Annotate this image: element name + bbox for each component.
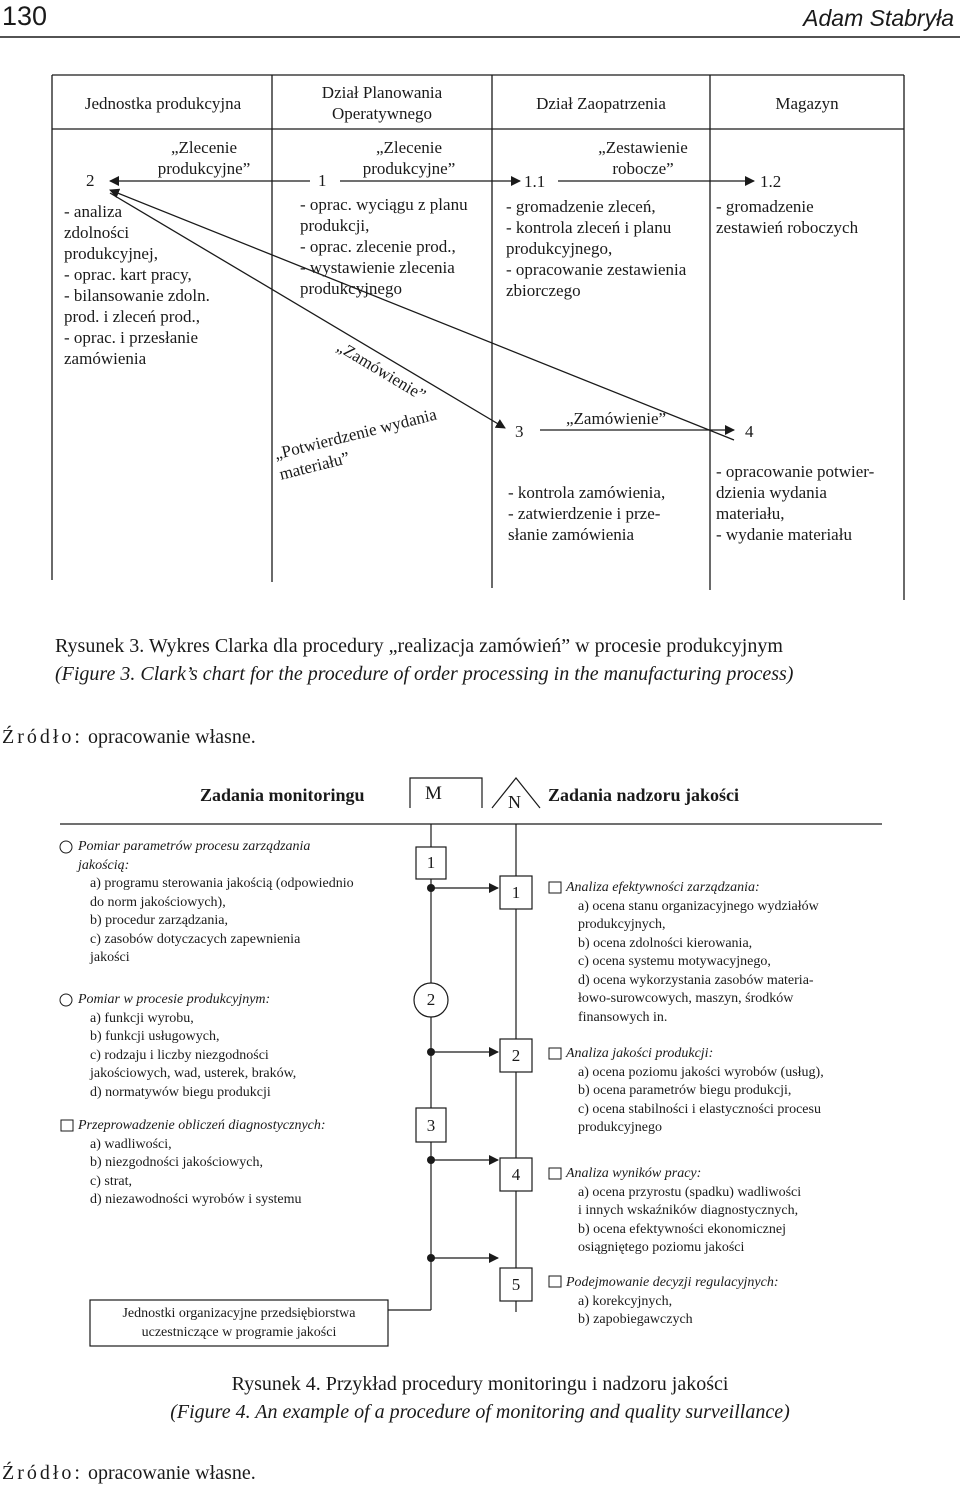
header-m-label: M [425,783,442,804]
source-text: opracowanie własne. [83,1462,256,1484]
m-node-2-label: 2 [426,990,436,1009]
tasks-node-3: - kontrola zamówienia, - zatwierdzenie i prze- słanie zamówienia [508,483,666,544]
group-title: Podejmowanie decyzji regulacyjnych: [566,1275,779,1290]
page-number: 130 [2,1,48,31]
fig4-header-shapes [60,778,882,824]
monitoring-group-2 [78,991,418,1102]
figure-3-source [2,724,256,750]
node-1.1-label: 1.1 [524,172,546,191]
connector-dot [427,1048,435,1056]
source-label: Źródło: [2,726,83,748]
doc-label-zlecenie-left: „Zlecenie produkcyjne” [157,138,251,178]
column-header-zaopatrzenie: Dział Zaopatrzenia [536,94,666,113]
square-marker-icon [549,1276,561,1287]
node-4-label: 4 [745,422,754,441]
node-3-label: 3 [515,422,524,441]
supervision-group-4 [566,1274,896,1330]
doc-label-zamowienie-row2: „Zamówienie” [566,409,667,428]
header-zadania-monitoringu: Zadania monitoringu [200,785,365,805]
group-title: Pomiar w procesie produkcyjnym: [78,992,271,1007]
tasks-node-1.1: - gromadzenie zleceń, - kontrola zleceń i planu produkcyjnego, - opracowanie zestawienia zbiorczego [506,197,687,300]
circle-marker-icon [60,994,72,1006]
list-item: c) zasobów dotyczacych zapewnienia jakości [90,931,301,965]
group-title: Przeprowadzenie obliczeń diagnostycznych: [78,1118,326,1133]
list-item: c) rodzaju i liczby niezgodności jakościowych, wad, usterek, braków, [90,1047,297,1081]
node-2-label: 2 [86,171,95,190]
list-item: b) ocena zdolności kierowania, [578,935,753,951]
node-1.2-label: 1.2 [760,172,782,191]
list-item: a) programu sterowania jakością (odpowiednio do norm jakościowych), [90,876,354,910]
list-item: a) ocena przyrostu (spadku) wadliwości i innych wskaźników diagnostycznych, [578,1184,802,1218]
figure-4-caption-polish: Rysunek 4. Przykład procedury monitoringu i nadzoru jakości [231,1373,729,1395]
list-item: c) ocena systemu motywacyjnego, [578,954,771,969]
list-item: b) niezgodności jakościowych, [90,1155,264,1170]
group-title: Pomiar parametrów procesu zarządzania jakością: [78,839,311,873]
tasks-node-4: - opracowanie potwier- dzienia wydania materiału, - wydanie materiału [716,462,875,544]
source-text: opracowanie własne. [83,726,256,748]
list-item: a) wadliwości, [90,1136,172,1152]
column-header-magazyn: Magazyn [775,94,839,113]
connector-dot [427,1254,435,1262]
square-marker-icon [549,882,561,893]
connector-dot [427,884,435,892]
group-title: Analiza jakości produkcji: [566,1046,714,1061]
m-node-1-label: 1 [426,853,436,872]
supervision-group-3 [566,1165,896,1258]
tasks-node-1: - oprac. wyciągu z planu produkcji, - oprac. zlecenie prod., - wystawienie zlecenia produkcyjnego [300,195,468,298]
figure-4-caption [60,1370,900,1426]
doc-label-zamowienie-diagonal: „Zamówienie” [333,336,430,405]
circle-marker-icon [60,841,72,853]
figure-4-source [2,1461,256,1485]
n-node-1-label: 1 [511,883,521,902]
n-node-4-label: 4 [511,1165,521,1184]
list-item: b) procedur zarządzania, [90,913,228,928]
supervision-group-2 [566,1045,896,1138]
node-1-label: 1 [318,171,327,190]
square-marker-icon [549,1048,561,1059]
group-title: Analiza efektywności zarządzania: [566,880,760,895]
square-marker-icon [549,1168,561,1179]
list-item: b) funkcji usługowych, [90,1029,220,1044]
figure-3-caption-polish: Rysunek 3. Wykres Clarka dla procedury „realizacja zamówień” w procesie produkcyjnym [55,635,783,657]
m-node-3-label: 3 [426,1116,436,1135]
tasks-node-1.2: - gromadzenie zestawień roboczych [716,197,859,237]
list-item: a) ocena poziomu jakości wyrobów (usług), [578,1064,824,1080]
doc-label-zlecenie-mid: „Zlecenie produkcyjne” [362,138,456,178]
doc-label-zestawienie: „Zestawienie robocze” [598,138,688,178]
monitoring-group-3 [78,1117,418,1210]
n-node-2-label: 2 [511,1046,521,1065]
list-item: a) ocena stanu organizacyjnego wydziałów produkcyjnych, [578,898,819,932]
figure-4-caption-english: (Figure 4. An example of a procedure of monitoring and quality surveillance) [170,1401,790,1423]
m-header-box [410,778,482,808]
column-header-jednostka: Jednostka produkcyjna [84,94,242,113]
column-header-planowanie: Dział Planowania Operatywnego [321,83,443,123]
n-node-5-label: 5 [511,1275,521,1294]
list-item: b) ocena efektywności ekonomicznej osiągniętego poziomu jakości [578,1221,786,1255]
connector-dot [427,1156,435,1164]
list-item: a) korekcyjnych, [578,1293,673,1309]
list-item: b) zapobiegawczych [578,1312,693,1327]
tasks-node-2: - analiza zdolności produkcyjnej, - oprac. kart pracy, - bilansowanie zdoln. prod. i zleceń prod., - oprac. i przesłanie zamówienia [64,202,210,368]
header-n-label: N [508,792,521,812]
doc-label-potwierdzenie: „Potwierdzenie wydania materiału” [272,404,439,484]
list-item: d) normatywów biegu produkcji [90,1084,271,1100]
figure-3-caption-english: (Figure 3. Clark’s chart for the procedure of order processing in the manufacturing process) [55,663,794,685]
list-item: d) ocena wykorzystania zasobów materia- łowo-surowcowych, maszyn, środków finansowych in. [578,972,814,1025]
supervision-group-1 [566,879,896,1027]
header-zadania-nadzoru: Zadania nadzoru jakości [548,785,740,805]
group-title: Analiza wyników pracy: [566,1166,702,1181]
list-item: c) ocena stabilności i elastyczności procesu produkcyjnego [578,1101,821,1135]
author-name: Adam Stabryła [803,5,954,31]
monitoring-group-1 [78,838,418,968]
list-item: b) ocena parametrów biegu produkcji, [578,1083,792,1098]
list-item: a) funkcji wyrobu, [90,1010,194,1026]
list-item: d) niezawodności wyrobów i systemu [90,1192,302,1207]
units-box-text: Jednostki organizacyjne przedsiębiorstwa uczestniczące w programie jakości [122,1306,356,1340]
source-label: Źródło: [2,1462,83,1484]
square-marker-icon [61,1120,73,1131]
list-item: c) strat, [90,1173,132,1189]
figure-3-caption [55,632,935,688]
